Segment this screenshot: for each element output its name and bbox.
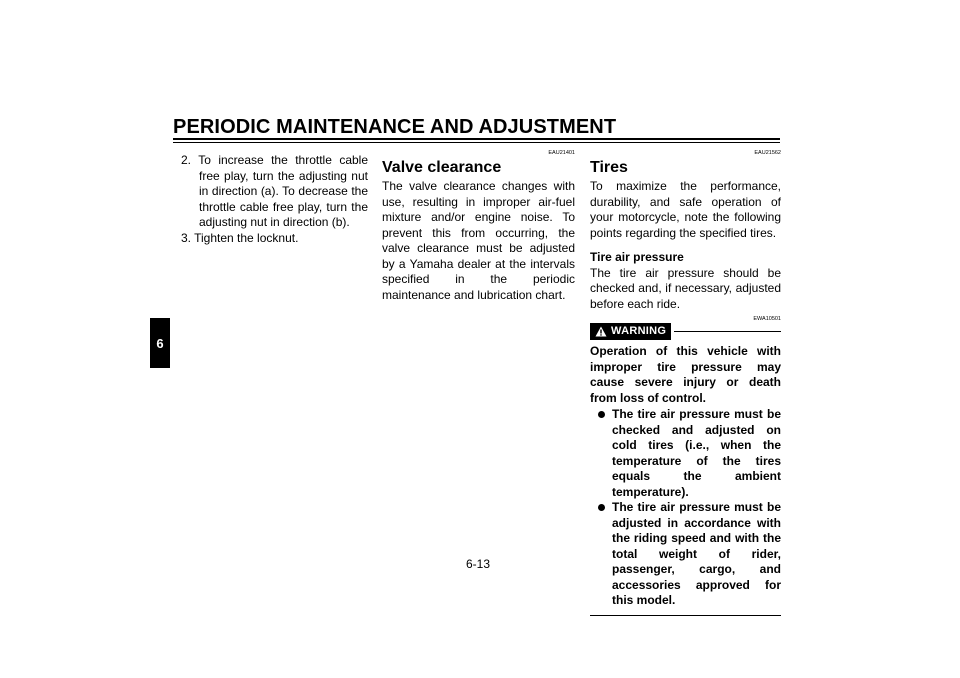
warning-badge [590, 323, 671, 340]
warning-text: Operation of this vehicle with improper tire pressure may cause severe injury or death from loss of control. [590, 344, 781, 405]
warning-bullet-list [590, 407, 781, 609]
page-title: PERIODIC MAINTENANCE AND ADJUSTMENT [173, 116, 617, 138]
bullet-icon [598, 411, 605, 418]
warning-bullet [590, 500, 781, 609]
warning-header [590, 323, 781, 340]
section-title-tires: Tires [590, 159, 628, 176]
step-2: 2. To increase the throttle cable free play, turn the adjusting nut in direction (a). To decrease the throttle cable free play, turn the adjusting nut in direction (b). [181, 153, 368, 229]
section-title-valve-clearance: Valve clearance [382, 159, 502, 176]
warning-rule [674, 331, 781, 332]
column-valve-clearance [382, 150, 575, 303]
warning-bullet-text: The tire air pressure must be checked and adjusted on cold tires (i.e., when the temperature of the tires equals the ambient temperature). [612, 407, 781, 499]
step-3: 3. Tighten the locknut. [181, 230, 299, 245]
tires-intro: To maximize the performance, durability, and safe operation of your motorcycle, note the following points regarding the specified tires. [590, 179, 781, 240]
section-code: EAU21562 [754, 150, 781, 156]
warning-label: WARNING [611, 324, 667, 337]
header-rule-thin [173, 142, 780, 143]
warning-bullet [590, 407, 781, 500]
warning-end-rule [590, 615, 781, 616]
tire-air-pressure-body: The tire air pressure should be checked and, if necessary, adjusted before each ride. [590, 265, 781, 311]
warning-bullet-text: The tire air pressure must be adjusted in accordance with the riding speed and with the total weight of rider, passenger, cargo, and accessories approved for this model. [612, 500, 781, 607]
page-number: 6-13 [466, 557, 491, 571]
section-code: EAU21401 [548, 150, 575, 156]
chapter-tab-label: 6 [156, 335, 164, 351]
valve-clearance-body: The valve clearance changes with use, resulting in improper air-fuel mixture and/or engine noise. To prevent this from occurring, the valve clearance must be adjusted by a Yamaha dealer at the intervals specified in the periodic maintenance and lubrication chart. [382, 179, 575, 302]
column-tires [590, 150, 781, 616]
warning-code: EWA10501 [753, 316, 781, 322]
header-rule [173, 138, 780, 140]
subheading-tire-air-pressure: Tire air pressure [590, 250, 684, 264]
column-throttle-steps [181, 153, 368, 246]
bullet-icon [598, 504, 605, 511]
chapter-tab [150, 318, 170, 368]
warning-triangle-icon [595, 326, 607, 337]
